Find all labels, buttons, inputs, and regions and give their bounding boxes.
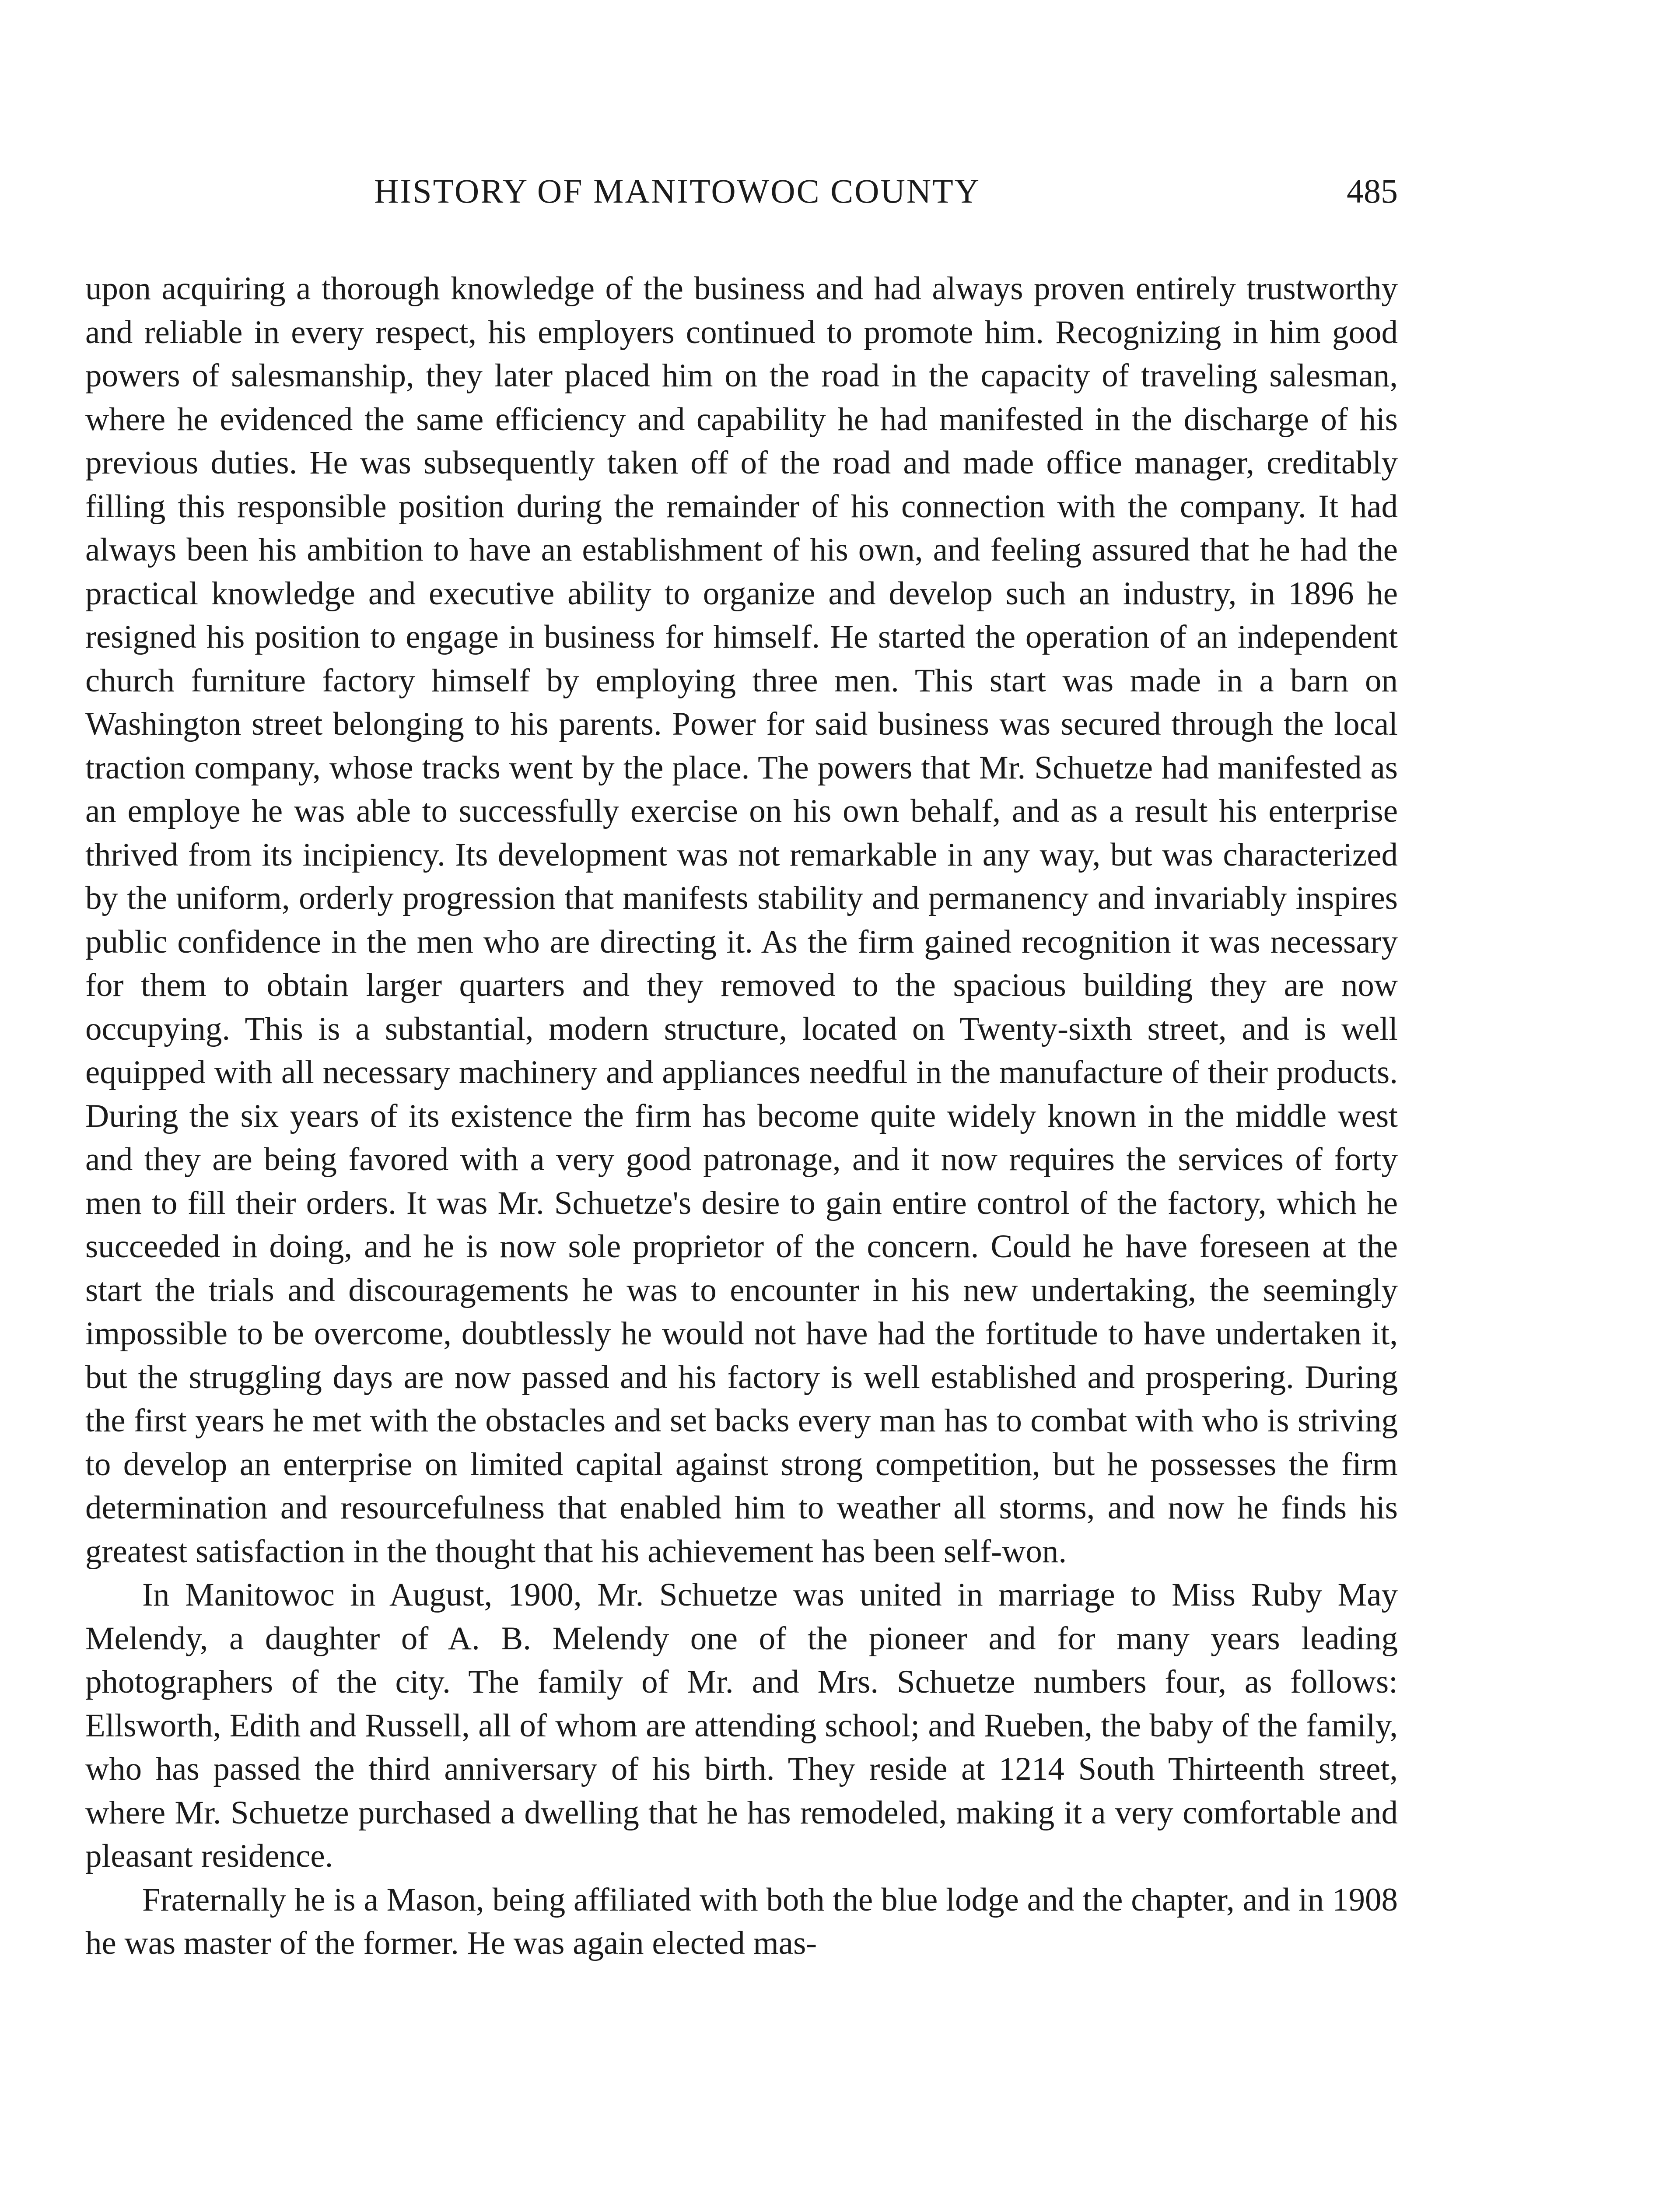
running-head: HISTORY OF MANITOWOC COUNTY <box>374 172 981 210</box>
page-header <box>85 166 1398 236</box>
paragraph-marriage-family: In Manitowoc in August, 1900, Mr. Schuetze was united in marriage to Miss Ruby May Melendy, a daughter of A. B. Melendy one of the pioneer and for many years leading photographers of the city. The family of Mr. and Mrs. Schuetze numbers four, as follows: Ellsworth, Edith and Russell, all of whom are attending school; and Rueben, the baby of the family, who has passed the third anniversary of his birth. They reside at 1214 South Thirteenth street, where Mr. Schuetze purchased a dwelling that he has remodeled, making it a very comfortable and pleasant residence. <box>85 1577 1398 1874</box>
body-text <box>85 267 1398 1965</box>
paragraph-business-history: upon acquiring a thorough knowledge of the business and had always proven entirely trustworthy and reliable in every respect, his employers continued to promote him. Recognizing in him good powers of salesmanship, they later placed him on the road in the capacity of traveling salesman, where he evidenced the same efficiency and capability he had manifested in the discharge of his previous duties. He was subsequently taken off of the road and made office manager, creditably filling this responsible position during the remainder of his connection with the company. It had always been his ambition to have an establishment of his own, and feeling assured that he had the practical knowledge and executive ability to organize and develop such an industry, in 1896 he resigned his position to engage in business for himself. He started the operation of an independent church furniture factory himself by employing three men. This start was made in a barn on Washington street belonging to his parents. Power for said business was secured through the local traction company, whose tracks went by the place. The powers that Mr. Schuetze had manifested as an employe he was able to successfully exercise on his own behalf, and as a result his enterprise thrived from its incipiency. Its development was not remarkable in any way, but was characterized by the uniform, orderly progression that manifests stability and permanency and invariably inspires public confidence in the men who are directing it. As the firm gained recognition it was necessary for them to obtain larger quarters and they removed to the spacious building they are now occupying. This is a substantial, modern structure, located on Twenty-sixth street, and is well equipped with all necessary machinery and appliances needful in the manufacture of their products. During the six years of its existence the firm has become quite widely known in the middle west and they are being favored with a very good patronage, and it now requires the services of forty men to fill their orders. It was Mr. Schuetze's desire to gain entire control of the factory, which he succeeded in doing, and he is now sole proprietor of the concern. Could he have foreseen at the start the trials and discouragements he was to encounter in his new undertaking, the seemingly impossible to be overcome, doubtlessly he would not have had the fortitude to have undertaken it, but the struggling days are now passed and his factory is well established and prospering. During the first years he met with the obstacles and set backs every man has to combat with who is striving to develop an enterprise on limited capital against strong competition, but he possesses the firm determination and resourcefulness that enabled him to weather all storms, and now he finds his greatest satisfaction in the thought that his achievement has been self-won. <box>85 270 1398 1570</box>
page-number: 485 <box>1347 172 1398 210</box>
book-page <box>85 166 1398 1965</box>
paragraph-fraternal: Fraternally he is a Mason, being affiliated with both the blue lodge and the chapter, and in 1908 he was master of the former. He was again elected mas- <box>85 1881 1398 1961</box>
